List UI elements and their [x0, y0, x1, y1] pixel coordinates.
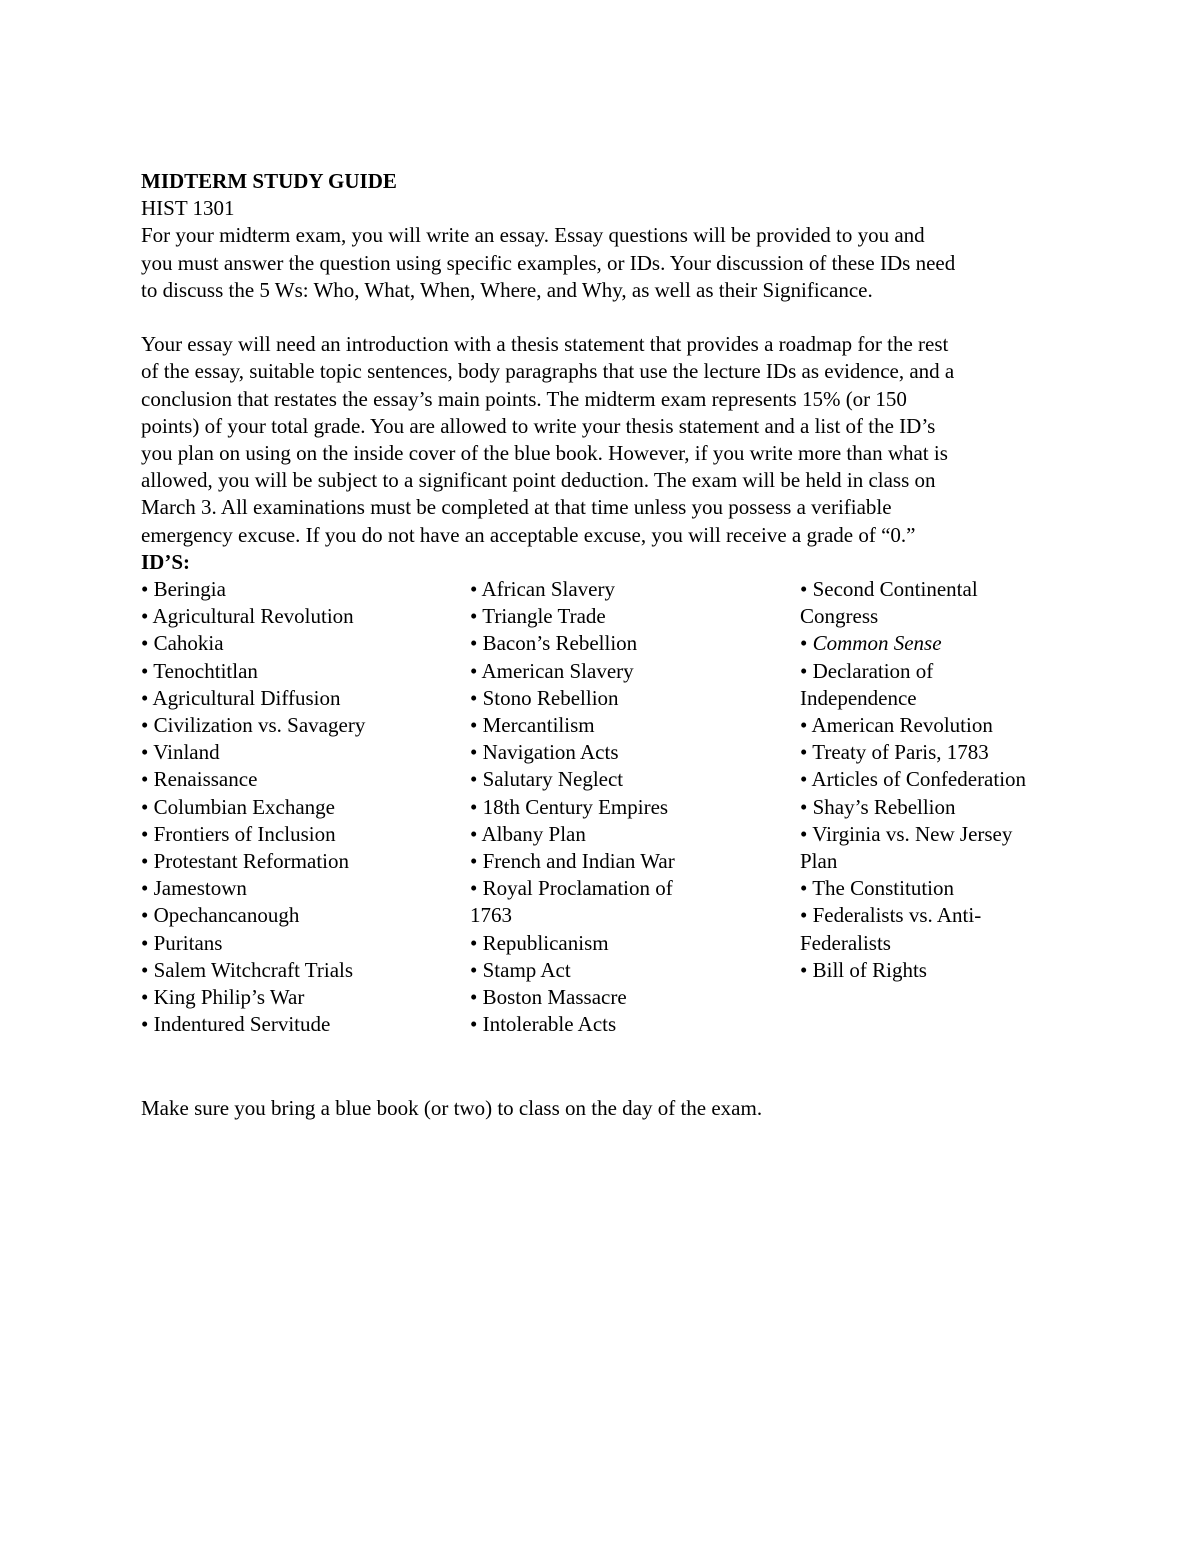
id-list-item — [800, 821, 1070, 848]
id-item-text: Tenochtitlan — [153, 658, 258, 683]
id-list-item — [141, 848, 461, 875]
bullet-icon: • — [470, 876, 478, 901]
bullet-icon: • — [141, 849, 149, 874]
bullet-icon: • — [800, 876, 808, 901]
id-list-item — [470, 739, 770, 766]
id-list-item — [470, 794, 770, 821]
id-list-item — [470, 957, 770, 984]
id-list-item — [470, 766, 770, 793]
id-list-item — [470, 821, 770, 848]
instructions-paragraph — [141, 331, 1071, 549]
id-list-item — [800, 766, 1070, 793]
id-item-text: Salem Witchcraft Trials — [153, 957, 354, 982]
id-list-item — [800, 658, 1070, 685]
id-item-text: Civilization vs. Savagery — [153, 713, 366, 738]
id-list-item — [141, 930, 461, 957]
intro-line: to discuss the 5 Ws: Who, What, When, Where, and Why, as well as their Significance. — [141, 277, 873, 302]
bullet-icon: • — [800, 631, 808, 656]
id-item-text: Stamp Act — [482, 957, 571, 982]
intro-paragraph — [141, 222, 1071, 304]
id-list-item — [470, 685, 770, 712]
bullet-icon: • — [800, 767, 808, 792]
bullet-icon: • — [800, 957, 808, 982]
bullet-icon: • — [470, 767, 478, 792]
id-item-text: Puritans — [153, 930, 223, 955]
id-list-item — [141, 1011, 461, 1038]
id-list-item — [141, 712, 461, 739]
bullet-icon: • — [470, 604, 478, 629]
id-item-text: Declaration of — [812, 658, 934, 683]
paragraph-gap — [141, 304, 1071, 331]
bullet-icon: • — [141, 631, 149, 656]
bullet-icon: • — [141, 1012, 149, 1037]
id-list-item — [800, 712, 1070, 739]
id-list-item — [800, 794, 1070, 821]
id-item-text: Salutary Neglect — [482, 767, 624, 792]
id-list-item — [800, 739, 1070, 766]
id-item-text: Jamestown — [153, 876, 247, 901]
bullet-icon: • — [800, 903, 808, 928]
bullet-icon: • — [470, 985, 478, 1010]
id-list-item — [141, 821, 461, 848]
bullet-icon: • — [470, 957, 478, 982]
id-item-text: Stono Rebellion — [482, 685, 619, 710]
bullet-icon: • — [141, 985, 149, 1010]
id-list-item — [800, 930, 1070, 957]
id-list-item — [470, 658, 770, 685]
bullet-icon: • — [800, 577, 808, 602]
bullet-icon: • — [470, 631, 478, 656]
id-list-item — [141, 603, 461, 630]
bullet-icon: • — [470, 794, 478, 819]
instructions-line: allowed, you will be subject to a significant point deduction. The exam will be held in class on — [141, 468, 936, 493]
id-list-item — [800, 848, 1070, 875]
bullet-icon: • — [800, 794, 808, 819]
id-item-text: Bill of Rights — [812, 957, 927, 982]
page-title: MIDTERM STUDY GUIDE — [141, 169, 397, 193]
id-item-text: Indentured Servitude — [153, 1012, 331, 1037]
bullet-icon: • — [470, 821, 478, 846]
bullet-icon: • — [141, 604, 149, 629]
bullet-icon: • — [470, 1012, 478, 1037]
bullet-icon: • — [141, 876, 149, 901]
bullet-icon: • — [141, 713, 149, 738]
bullet-icon: • — [470, 658, 478, 683]
id-item-text: French and Indian War — [482, 849, 675, 874]
id-list-item — [800, 957, 1070, 984]
bullet-icon: • — [800, 658, 808, 683]
id-item-text: Congress — [800, 604, 879, 629]
bullet-icon: • — [470, 740, 478, 765]
id-list-item — [470, 875, 770, 902]
id-item-text: African Slavery — [481, 577, 615, 602]
id-list-item — [800, 630, 1070, 657]
id-item-text: The Constitution — [812, 876, 954, 901]
id-item-text: Vinland — [153, 740, 220, 765]
course-code: HIST 1301 — [141, 196, 235, 221]
id-list-item — [470, 930, 770, 957]
id-item-text: Agricultural Diffusion — [152, 685, 341, 710]
bullet-icon: • — [141, 957, 149, 982]
id-list-item — [141, 739, 461, 766]
bullet-icon: • — [141, 767, 149, 792]
ids-column-3 — [800, 576, 1070, 984]
instructions-line: conclusion that restates the essay’s main points. The midterm exam represents 15% (or 150 — [141, 386, 907, 411]
ids-column-2 — [470, 576, 770, 1038]
id-item-text: Beringia — [153, 577, 226, 602]
id-item-text: Common Sense — [812, 631, 942, 656]
id-item-text: Opechancanough — [153, 903, 300, 928]
id-item-text: Articles of Confederation — [811, 767, 1027, 792]
id-list-item — [141, 685, 461, 712]
id-list-item — [141, 875, 461, 902]
bullet-icon: • — [141, 821, 149, 846]
id-item-text: Intolerable Acts — [482, 1012, 617, 1037]
bullet-icon: • — [800, 821, 808, 846]
bullet-icon: • — [141, 794, 149, 819]
instructions-line: you plan on using on the inside cover of the blue book. However, if you write more than what is — [141, 441, 948, 466]
id-list-item — [470, 984, 770, 1011]
id-item-text: Second Continental — [812, 577, 978, 602]
id-item-text: Shay’s Rebellion — [812, 794, 956, 819]
id-item-text: Albany Plan — [481, 821, 586, 846]
id-item-text: Bacon’s Rebellion — [482, 631, 638, 656]
bullet-icon: • — [470, 930, 478, 955]
id-item-text: Triangle Trade — [482, 604, 606, 629]
bullet-icon: • — [141, 577, 149, 602]
id-list-item — [800, 603, 1070, 630]
id-list-item — [470, 630, 770, 657]
ids-list — [141, 576, 1071, 1068]
id-item-text: Royal Proclamation of — [482, 876, 673, 901]
id-item-text: Agricultural Revolution — [152, 604, 354, 629]
study-guide-page — [141, 168, 1071, 1122]
id-list-item — [141, 658, 461, 685]
id-item-text: Independence — [800, 685, 917, 710]
id-list-item — [470, 1011, 770, 1038]
id-list-item — [800, 576, 1070, 603]
instructions-line: points) of your total grade. You are allowed to write your thesis statement and a list of the ID’s — [141, 413, 936, 438]
id-list-item — [141, 794, 461, 821]
ids-heading: ID’S: — [141, 549, 191, 574]
id-item-text: King Philip’s War — [153, 985, 305, 1010]
bullet-icon: • — [141, 903, 149, 928]
id-list-item — [141, 984, 461, 1011]
id-item-text: Cahokia — [153, 631, 224, 656]
id-list-item — [800, 685, 1070, 712]
id-item-text: Frontiers of Inclusion — [153, 821, 336, 846]
id-list-item — [470, 603, 770, 630]
id-list-item — [800, 902, 1070, 929]
id-list-item — [470, 576, 770, 603]
id-list-item — [141, 630, 461, 657]
bullet-icon: • — [470, 685, 478, 710]
bullet-icon: • — [800, 740, 808, 765]
intro-line: For your midterm exam, you will write an essay. Essay questions will be provided to you and — [141, 223, 925, 248]
id-item-text: 18th Century Empires — [482, 794, 669, 819]
closing-note: Make sure you bring a blue book (or two) to class on the day of the exam. — [141, 1096, 763, 1121]
bullet-icon: • — [470, 713, 478, 738]
id-list-item — [470, 712, 770, 739]
instructions-line: March 3. All examinations must be completed at that time unless you possess a verifiable — [141, 495, 892, 520]
id-item-text: Federalists vs. Anti- — [812, 903, 982, 928]
instructions-line: emergency excuse. If you do not have an acceptable excuse, you will receive a grade of “0.” — [141, 522, 916, 547]
id-list-item — [141, 766, 461, 793]
id-list-item — [470, 848, 770, 875]
bullet-icon: • — [141, 930, 149, 955]
id-list-item — [141, 902, 461, 929]
id-item-text: Treaty of Paris, 1783 — [812, 740, 989, 765]
id-item-text: Federalists — [800, 930, 891, 955]
bullet-icon: • — [470, 849, 478, 874]
id-item-text: 1763 — [470, 903, 512, 928]
id-item-text: Navigation Acts — [482, 740, 619, 765]
intro-line: you must answer the question using specific examples, or IDs. Your discussion of these IDs need — [141, 250, 956, 275]
ids-column-1 — [141, 576, 461, 1038]
id-item-text: Republicanism — [482, 930, 609, 955]
id-item-text: American Revolution — [811, 713, 993, 738]
id-item-text: Virginia vs. New Jersey — [812, 821, 1013, 846]
id-list-item — [800, 875, 1070, 902]
id-list-item — [470, 902, 770, 929]
bullet-icon: • — [470, 577, 478, 602]
id-item-text: Plan — [800, 849, 838, 874]
id-list-item — [141, 576, 461, 603]
bullet-icon: • — [141, 685, 149, 710]
id-item-text: Boston Massacre — [482, 985, 627, 1010]
instructions-line: Your essay will need an introduction with a thesis statement that provides a roadmap for the rest — [141, 332, 949, 357]
id-item-text: American Slavery — [481, 658, 634, 683]
id-item-text: Renaissance — [153, 767, 258, 792]
id-item-text: Mercantilism — [482, 713, 595, 738]
id-item-text: Protestant Reformation — [153, 849, 349, 874]
bullet-icon: • — [141, 740, 149, 765]
bullet-icon: • — [141, 658, 149, 683]
instructions-line: of the essay, suitable topic sentences, body paragraphs that use the lecture IDs as evidence, and a — [141, 359, 955, 384]
id-list-item — [141, 957, 461, 984]
id-item-text: Columbian Exchange — [153, 794, 335, 819]
bullet-icon: • — [800, 713, 808, 738]
